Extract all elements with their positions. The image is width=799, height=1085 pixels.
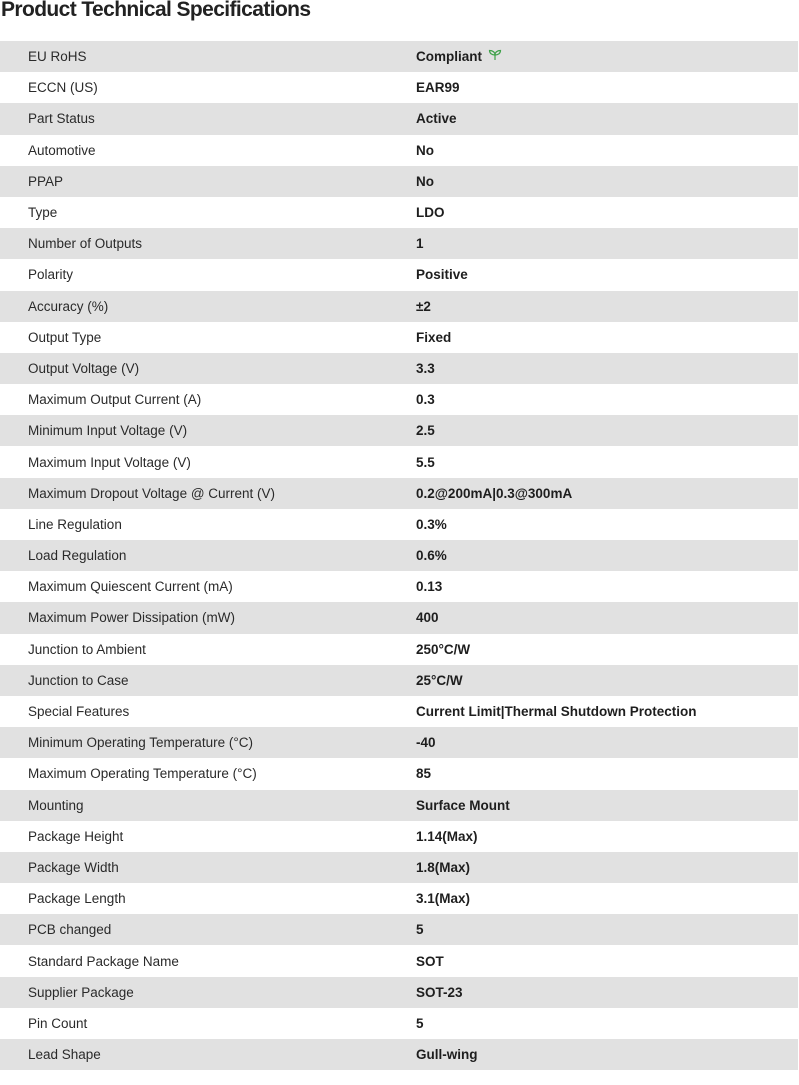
spec-name-text: Package Length	[28, 891, 126, 907]
spec-name	[0, 1039, 416, 1070]
spec-name-text: Package Width	[28, 859, 119, 875]
spec-value-text: 85	[416, 766, 432, 782]
spec-name-text: Maximum Power Dissipation (mW)	[28, 610, 236, 626]
spec-value	[416, 727, 798, 758]
spec-value-text: -40	[416, 735, 436, 751]
spec-name-text: Pin Count	[28, 1015, 88, 1031]
spec-table-body	[0, 41, 798, 1070]
spec-row	[0, 883, 798, 914]
spec-value-text: EAR99	[416, 80, 460, 96]
spec-value	[416, 852, 798, 883]
spec-value-text: 250°C/W	[416, 641, 471, 657]
page-title: Product Technical Specifications	[1, 0, 311, 21]
spec-name-text: Maximum Quiescent Current (mA)	[28, 579, 233, 595]
spec-value	[416, 883, 798, 914]
spec-value	[416, 696, 798, 727]
spec-name-text: PPAP	[28, 173, 64, 189]
spec-value	[416, 977, 798, 1008]
spec-row	[0, 259, 798, 290]
spec-value	[416, 634, 798, 665]
spec-name	[0, 353, 416, 384]
spec-row	[0, 166, 798, 197]
spec-row	[0, 103, 798, 134]
spec-row	[0, 322, 798, 353]
spec-value-text: 1.8(Max)	[416, 859, 471, 875]
spec-value-text: Surface Mount	[416, 797, 510, 813]
spec-name	[0, 166, 416, 197]
spec-row	[0, 384, 798, 415]
spec-row	[0, 509, 798, 540]
spec-name	[0, 977, 416, 1008]
spec-name-text: Type	[28, 205, 58, 221]
spec-value	[416, 571, 798, 602]
spec-value	[416, 166, 798, 197]
spec-value	[416, 322, 798, 353]
spec-value	[416, 446, 798, 477]
spec-name	[0, 509, 416, 540]
spec-value-text: ±2	[416, 298, 431, 314]
spec-value-text: No	[416, 173, 434, 189]
spec-name	[0, 72, 416, 103]
spec-value	[416, 540, 798, 571]
spec-name	[0, 291, 416, 322]
spec-row	[0, 602, 798, 633]
spec-value-text: Gull-wing	[416, 1047, 478, 1063]
spec-name	[0, 384, 416, 415]
spec-name-text: Junction to Ambient	[28, 641, 146, 657]
spec-value	[416, 259, 798, 290]
spec-row	[0, 571, 798, 602]
spec-value-text: 25°C/W	[416, 672, 463, 688]
spec-value	[416, 228, 798, 259]
spec-name	[0, 228, 416, 259]
spec-value	[416, 790, 798, 821]
spec-value-text: 0.2@200mA|0.3@300mA	[416, 485, 573, 501]
spec-row	[0, 72, 798, 103]
spec-value	[416, 478, 798, 509]
spec-name	[0, 883, 416, 914]
spec-name-text: Minimum Operating Temperature (°C)	[28, 735, 253, 751]
spec-name-text: Automotive	[28, 142, 96, 158]
spec-value	[416, 945, 798, 976]
spec-value-text: 0.13	[416, 579, 443, 595]
spec-value-text: 2.5	[416, 423, 435, 439]
spec-value-text: 0.3	[416, 392, 435, 408]
spec-row	[0, 696, 798, 727]
spec-value	[416, 1039, 798, 1070]
spec-value-text: 0.6%	[416, 548, 447, 564]
spec-name-text: Package Height	[28, 828, 124, 844]
spec-value	[416, 103, 798, 134]
spec-row	[0, 135, 798, 166]
spec-value-text: SOT	[416, 953, 444, 969]
spec-value	[416, 291, 798, 322]
spec-name	[0, 758, 416, 789]
spec-name-text: Special Features	[28, 704, 130, 720]
spec-row	[0, 353, 798, 384]
spec-name-text: Part Status	[28, 111, 95, 127]
spec-value-text: SOT-23	[416, 984, 463, 1000]
spec-value-text: Current Limit|Thermal Shutdown Protection	[416, 704, 697, 720]
spec-name-text: Standard Package Name	[28, 953, 179, 969]
spec-value	[416, 1008, 798, 1039]
spec-value	[416, 353, 798, 384]
spec-name	[0, 852, 416, 883]
spec-row	[0, 665, 798, 696]
spec-table	[0, 41, 798, 1070]
spec-value-text: No	[416, 142, 434, 158]
spec-name	[0, 727, 416, 758]
spec-value	[416, 509, 798, 540]
spec-value-text: Positive	[416, 267, 468, 283]
spec-name-text: Mounting	[28, 797, 84, 813]
spec-name-text: EU RoHS	[28, 49, 87, 65]
spec-row	[0, 727, 798, 758]
spec-row	[0, 540, 798, 571]
spec-name	[0, 322, 416, 353]
spec-value-text: 3.1(Max)	[416, 891, 471, 907]
spec-row	[0, 914, 798, 945]
spec-value-text: Fixed	[416, 329, 452, 345]
spec-row	[0, 852, 798, 883]
spec-value	[416, 821, 798, 852]
spec-name-text: PCB changed	[28, 922, 112, 938]
spec-name	[0, 790, 416, 821]
leaf-icon	[488, 49, 502, 64]
spec-name-text: Line Regulation	[28, 516, 122, 532]
spec-value	[416, 197, 798, 228]
spec-value	[416, 758, 798, 789]
spec-row	[0, 821, 798, 852]
spec-value	[416, 72, 798, 103]
spec-value	[416, 602, 798, 633]
spec-name-text: Maximum Input Voltage (V)	[28, 454, 191, 470]
spec-name-text: Load Regulation	[28, 548, 127, 564]
spec-name-text: Lead Shape	[28, 1047, 101, 1063]
spec-name-text: Output Voltage (V)	[28, 360, 140, 376]
spec-value	[416, 41, 798, 72]
spec-row	[0, 415, 798, 446]
spec-name	[0, 914, 416, 945]
spec-value-text: LDO	[416, 205, 445, 221]
spec-row	[0, 228, 798, 259]
spec-name	[0, 945, 416, 976]
spec-row	[0, 758, 798, 789]
spec-name	[0, 135, 416, 166]
spec-value	[416, 665, 798, 696]
spec-name-text: Accuracy (%)	[28, 298, 109, 314]
spec-value	[416, 135, 798, 166]
spec-row	[0, 41, 798, 72]
spec-name	[0, 571, 416, 602]
spec-name-text: Junction to Case	[28, 672, 129, 688]
spec-name-text: Maximum Dropout Voltage @ Current (V)	[28, 485, 276, 501]
spec-value-text: 5	[416, 1015, 424, 1031]
spec-name-text: Supplier Package	[28, 984, 134, 1000]
spec-name-text: Output Type	[28, 329, 102, 345]
spec-value	[416, 914, 798, 945]
spec-name-text: Polarity	[28, 267, 74, 283]
spec-row	[0, 291, 798, 322]
spec-name	[0, 41, 416, 72]
spec-row	[0, 977, 798, 1008]
spec-row	[0, 478, 798, 509]
spec-value-text: 5.5	[416, 454, 435, 470]
spec-row	[0, 1039, 798, 1070]
spec-value-text: Compliant	[416, 48, 482, 64]
spec-name	[0, 1008, 416, 1039]
spec-value	[416, 415, 798, 446]
spec-name	[0, 602, 416, 633]
spec-row	[0, 790, 798, 821]
spec-value-text: 1.14(Max)	[416, 828, 478, 844]
spec-row	[0, 945, 798, 976]
spec-name-text: Maximum Operating Temperature (°C)	[28, 766, 257, 782]
spec-name	[0, 415, 416, 446]
spec-name	[0, 634, 416, 665]
spec-name	[0, 259, 416, 290]
spec-row	[0, 197, 798, 228]
spec-row	[0, 634, 798, 665]
spec-name	[0, 446, 416, 477]
spec-name-text: ECCN (US)	[28, 80, 98, 96]
spec-value	[416, 384, 798, 415]
spec-name	[0, 696, 416, 727]
spec-row	[0, 1008, 798, 1039]
spec-name	[0, 540, 416, 571]
spec-name	[0, 665, 416, 696]
spec-row	[0, 446, 798, 477]
spec-value-text: 400	[416, 610, 439, 626]
spec-name	[0, 478, 416, 509]
spec-name	[0, 197, 416, 228]
spec-name-text: Maximum Output Current (A)	[28, 392, 202, 408]
spec-name	[0, 103, 416, 134]
spec-name-text: Minimum Input Voltage (V)	[28, 423, 188, 439]
spec-name	[0, 821, 416, 852]
spec-value-text: Active	[416, 111, 457, 127]
spec-name-text: Number of Outputs	[28, 236, 143, 252]
spec-value-text: 5	[416, 922, 424, 938]
spec-value-text: 0.3%	[416, 516, 447, 532]
spec-value-text: 3.3	[416, 360, 435, 376]
spec-value-text: 1	[416, 236, 424, 252]
